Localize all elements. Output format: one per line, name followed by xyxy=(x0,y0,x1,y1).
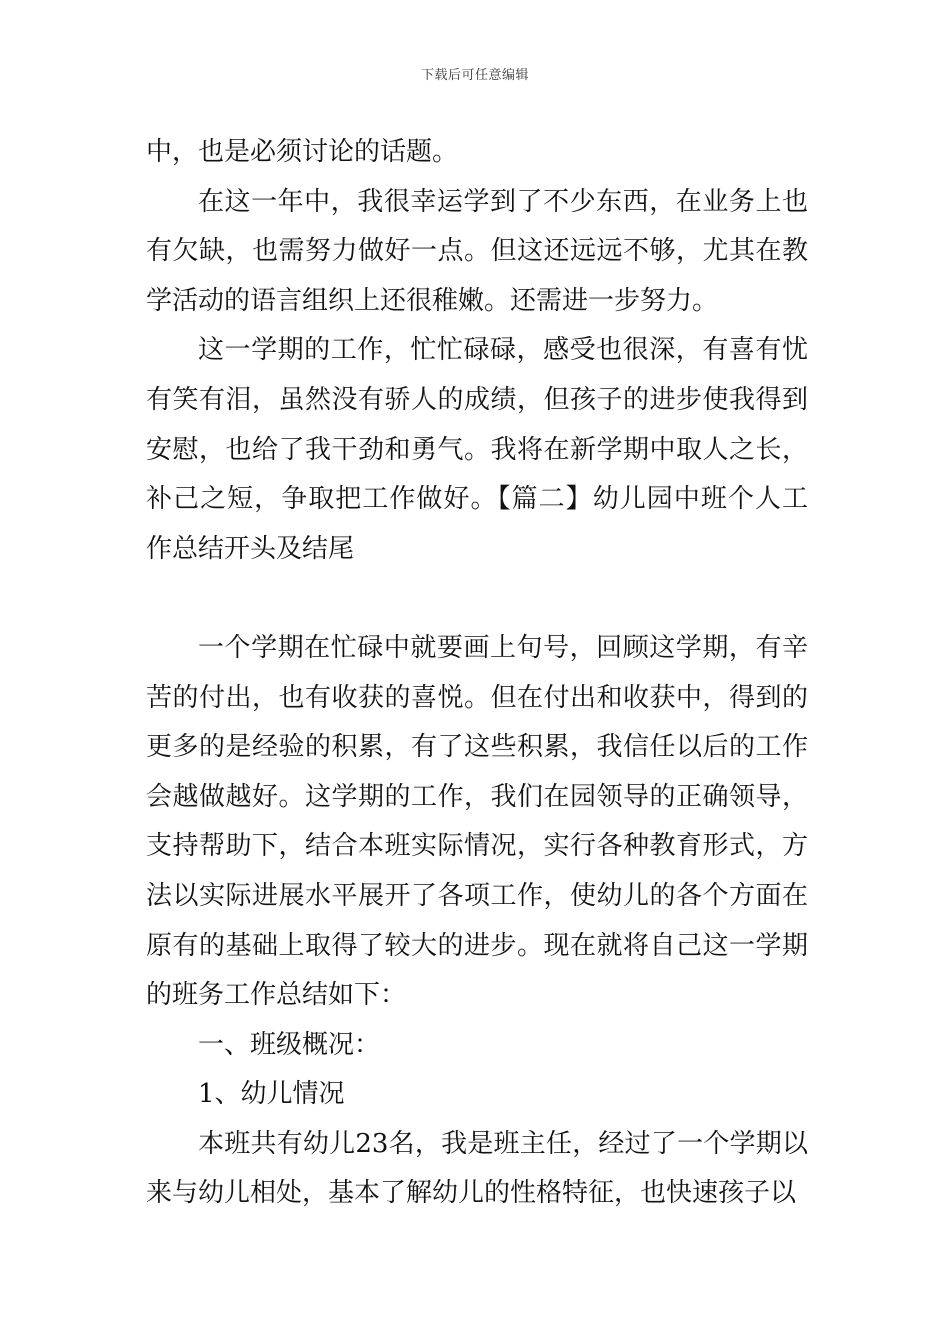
section-heading-class-overview: 一、班级概况： xyxy=(198,1029,381,1060)
paragraph-spacer xyxy=(146,574,808,624)
paragraph-children-details: 本班共有幼儿23名，我是班主任，经过了一个学期以来与幼儿相处，基本了解幼儿的性格特征，也快速孩子以 xyxy=(146,1128,808,1209)
document-body xyxy=(146,128,808,1219)
paragraph-semester-intro: 一个学期在忙碌中就要画上句号，回顾这学期，有辛苦的付出，也有收获的喜悦。但在付出和收获中，得到的更多的是经验的积累，有了这些积累，我信任以后的工作会越做越好。这学期的工作，我们在园领导的正确领导，支持帮助下，结合本班实际情况，实行各种教育形式，方法以实际进展水平展开了各项工作，使幼儿的各个方面在原有的基础上取得了较大的进步。现在就将自己这一学期的班务工作总结如下： xyxy=(146,632,808,1011)
subsection-heading-children: 1、幼儿情况 xyxy=(198,1079,345,1110)
paragraph-year-reflection: 在这一年中，我很幸运学到了不少东西，在业务上也有欠缺，也需努力做好一点。但这还远远不够，尤其在教学活动的语言组织上还很稚嫩。还需进一步努力。 xyxy=(146,186,808,316)
paragraph-continuation: 中，也是必须讨论的话题。 xyxy=(146,137,459,167)
page-header-note: 下载后可任意编辑 xyxy=(420,68,529,83)
paragraph-semester-work: 这一学期的工作，忙忙碌碌，感受也很深，有喜有忧有笑有泪，虽然没有骄人的成绩，但孩子的进步使我得到安慰，也给了我干劲和勇气。我将在新学期中取人之长，补己之短，争取把工作做好。【篇二】幼儿园中班个人工作总结开头及结尾 xyxy=(146,335,808,564)
